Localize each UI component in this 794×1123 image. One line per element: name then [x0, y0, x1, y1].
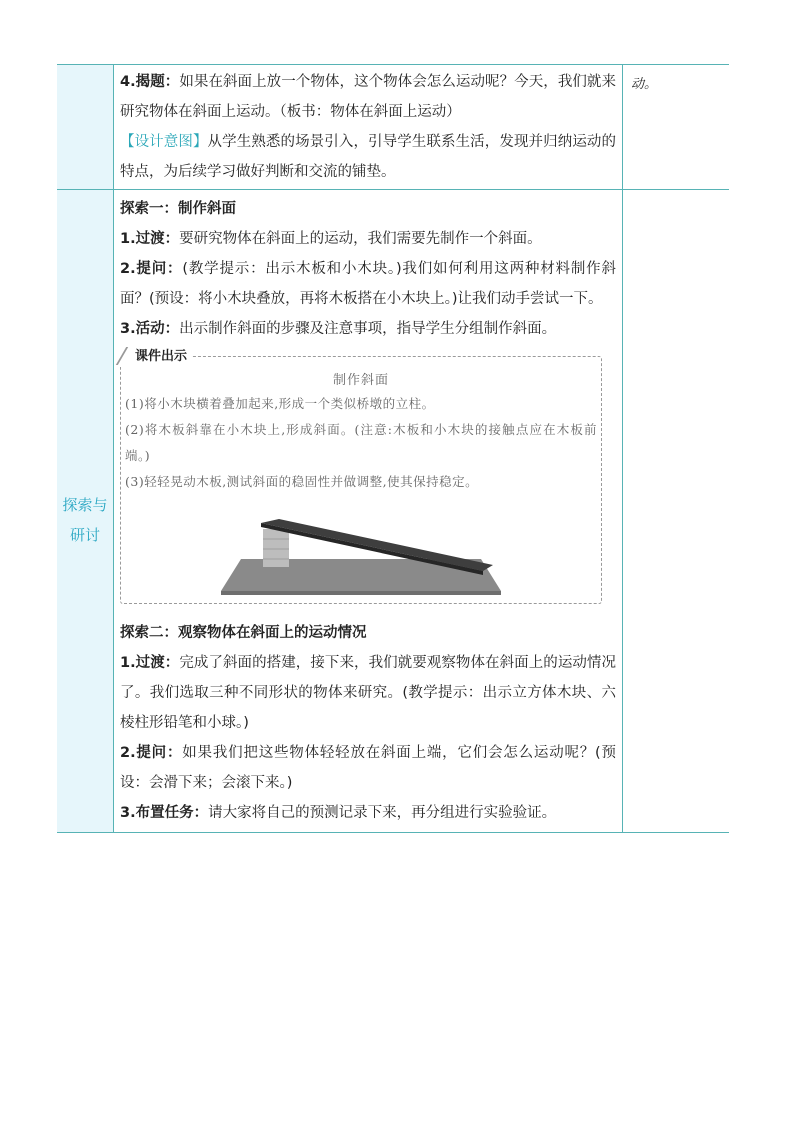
e1-activity-text: 出示制作斜面的步骤及注意事项，指导学生分组制作斜面。 [179, 321, 557, 337]
e1-transition-label: 1.过渡： [120, 231, 180, 247]
e2-task [120, 798, 616, 828]
e1-activity [120, 314, 616, 344]
section-label: 探索与研讨 [62, 496, 108, 544]
section-label-cell [57, 65, 114, 190]
e1-question [120, 254, 616, 314]
intent-label: 【设计意图】 [120, 134, 208, 150]
table-row [57, 65, 729, 190]
e1-transition [120, 224, 616, 254]
section-label-cell [57, 190, 114, 833]
intent-text: 从学生熟悉的场景引入，引导学生联系生活，发现并归纳运动的特点，为后续学习做好判断和交流的铺垫。 [120, 134, 616, 180]
table-row [57, 190, 729, 833]
courseware-tag: 课件出示 [119, 347, 191, 367]
content-cell [114, 65, 623, 190]
note-cell [623, 65, 730, 190]
e2-question [120, 738, 616, 798]
e2-question-label: 2.提问： [120, 745, 183, 761]
courseware-title: 制作斜面 [332, 373, 389, 388]
e1-transition-text: 要研究物体在斜面上的运动，我们需要先制作一个斜面。 [179, 231, 542, 247]
note-cell [623, 190, 730, 833]
e2-transition-text: 完成了斜面的搭建，接下来，我们就要观察物体在斜面上的运动情况了。我们选取三种不同形状的物体来研究。(教学提示：出示立方体木块、六棱柱形铅笔和小球。) [120, 655, 616, 731]
reveal-paragraph [120, 67, 616, 127]
content-cell [114, 190, 623, 833]
explore2-title: 探索二：观察物体在斜面上的运动情况 [120, 625, 367, 641]
reveal-label: 4.揭题： [120, 74, 180, 90]
courseware-step: (2)将木板斜靠在小木块上,形成斜面。(注意:木板和小木块的接触点应在木板前端。) [125, 422, 597, 463]
intent-paragraph [120, 127, 616, 187]
e1-question-text: (教学提示：出示木板和小木块。)我们如何利用这两种材料制作斜面？(预设：将小木块叠放，再将木板搭在小木块上。)让我们动手尝试一下。 [120, 261, 616, 307]
reveal-text: 如果在斜面上放一个物体，这个物体会怎么运动呢？今天，我们就来研究物体在斜面上运动。（板书：物体在斜面上运动） [120, 74, 616, 120]
courseware-step: (3)轻轻晃动木板,测试斜面的稳固性并做调整,使其保持稳定。 [125, 474, 479, 489]
e2-transition [120, 648, 616, 738]
courseware-box [120, 349, 602, 604]
lesson-table [57, 64, 729, 833]
e1-question-label: 2.提问： [120, 261, 183, 277]
incline-board-icon [221, 511, 501, 595]
courseware-step: (1)将小木块横着叠加起来,形成一个类似桥墩的立柱。 [125, 396, 435, 411]
e2-transition-label: 1.过渡： [120, 655, 180, 671]
e1-activity-label: 3.活动： [120, 321, 180, 337]
e2-task-text: 请大家将自己的预测记录下来，再分组进行实验验证。 [208, 805, 557, 821]
note-text: 动。 [631, 77, 658, 92]
e2-question-text: 如果我们把这些物体轻轻放在斜面上端，它们会怎么运动呢？(预设：会滑下来；会滚下来。) [120, 745, 617, 791]
e2-task-label: 3.布置任务： [120, 805, 209, 821]
explore1-title: 探索一：制作斜面 [120, 201, 236, 217]
